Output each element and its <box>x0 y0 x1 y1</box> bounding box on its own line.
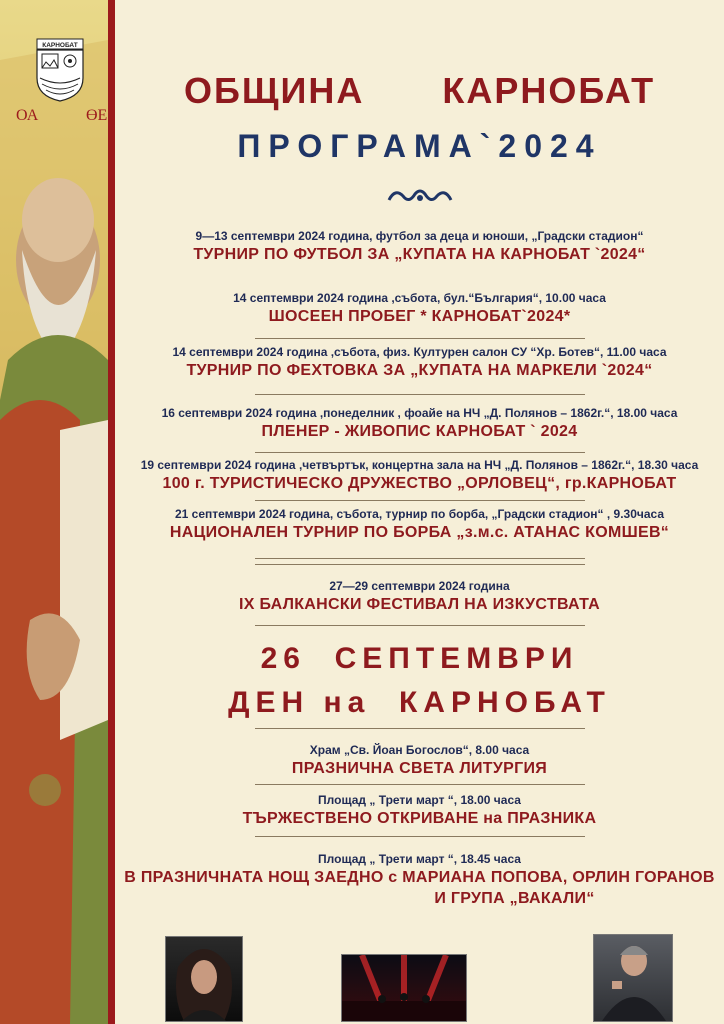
municipality-title: ОБЩИНА КАРНОБАТ <box>183 70 656 111</box>
divider <box>255 564 585 565</box>
event-name-continued: И ГРУПА „ВАКАЛИ“ <box>434 890 595 907</box>
svg-text:ӨЕ: ӨЕ <box>86 107 108 124</box>
event-meta: Площад „ Трети март “, 18.00 часа <box>318 793 521 807</box>
event-name: IX БАЛКАНСКИ ФЕСТИВАЛ НА ИЗКУСТВАТА <box>239 596 600 613</box>
event-meta: 14 септември 2024 година ,събота, бул.“България“, 10.00 часа <box>233 291 606 305</box>
event-balkan-festival <box>115 579 724 615</box>
day-title: ДЕН на КАРНОБАТ <box>228 686 611 719</box>
singer-photo <box>165 936 243 1022</box>
event-name: ШОСЕЕН ПРОБЕГ * КАРНОБАТ`2024* <box>268 308 571 325</box>
event-meta: Храм „Св. Йоан Богослов“, 8.00 часа <box>309 743 530 757</box>
event-tourist-society <box>115 458 724 494</box>
divider <box>255 836 585 837</box>
event-meta: Площад „ Трети март “, 18.45 часа <box>318 852 521 866</box>
event-meta: 19 септември 2024 година ,четвъртък, концертна зала на НЧ „Д. Полянов – 1862г.“, 18.30 часа <box>140 458 699 472</box>
divider <box>255 452 585 453</box>
event-meta: 9—13 септември 2024 година, футбол за деца и юноши, „Градски стадион“ <box>195 229 644 243</box>
event-meta: 14 септември 2024 година ,събота, физ. Културен салон СУ “Хр. Ботев“, 11.00 часа <box>172 345 667 359</box>
divider <box>255 500 585 501</box>
divider <box>255 394 585 395</box>
event-name: ТУРНИР ПО ФЕХТОВКА ЗА „КУПАТА НА МАРКЕЛИ `2024“ <box>186 362 653 379</box>
event-name: 100 г. ТУРИСТИЧЕСКО ДРУЖЕСТВО „ОРЛОВЕЦ“, гр.КАРНОБАТ <box>162 475 677 492</box>
event-meta: 27—29 септември 2024 година <box>329 579 510 593</box>
event-name: ТЪРЖЕСТВЕНО ОТКРИВАНЕ на ПРАЗНИКА <box>242 810 597 827</box>
event-meta: 16 септември 2024 година ,понеделник , фоайе на НЧ „Д. Полянов – 1862г.“, 18.00 часа <box>161 406 678 420</box>
event-night-concert <box>115 852 724 909</box>
event-meta: 21 септември 2024 година, събота, турнир по борба, „Градски стадион“ , 9.30часа <box>174 507 665 521</box>
band-stage-photo <box>341 954 467 1022</box>
event-football <box>115 229 724 265</box>
divider <box>255 784 585 785</box>
event-name: ТУРНИР ПО ФУТБОЛ ЗА „КУПАТА НА КАРНОБАТ `2024“ <box>193 246 646 263</box>
saint-icon-painting <box>0 0 108 1024</box>
divider <box>255 338 585 339</box>
red-border-rule <box>108 0 115 1024</box>
divider <box>255 728 585 729</box>
day-date: 26 СЕПТЕМВРИ <box>260 642 579 675</box>
event-name: В ПРАЗНИЧНАТА НОЩ ЗАЕДНО с МАРИАНА ПОПОВА, ОРЛИН ГОРАНОВ <box>124 869 715 886</box>
svg-text:КАРНОБАТ: КАРНОБАТ <box>42 42 78 49</box>
event-opening <box>115 793 724 829</box>
poster-content <box>115 0 724 1024</box>
event-wrestling <box>115 507 724 543</box>
program-title: ПРОГРАМА`2024 <box>237 128 602 164</box>
ornament-flourish-icon <box>115 186 724 213</box>
municipality-crest-icon <box>36 38 84 102</box>
divider <box>255 558 585 559</box>
event-plein-air <box>115 406 724 442</box>
singer-photo <box>593 934 673 1022</box>
event-name: НАЦИОНАЛЕН ТУРНИР ПО БОРБА „з.м.с. АТАНАС КОМШЕВ“ <box>169 524 670 541</box>
saint-figure-icon <box>0 0 108 1024</box>
event-name: ПРАЗНИЧНА СВЕТА ЛИТУРГИЯ <box>291 760 548 777</box>
event-fencing <box>115 345 724 381</box>
divider <box>255 625 585 626</box>
event-liturgy <box>115 743 724 779</box>
svg-text:ОА: ОА <box>16 107 39 124</box>
event-road-race <box>115 291 724 327</box>
event-name: ПЛЕНЕР - ЖИВОПИС КАРНОБАТ ` 2024 <box>261 423 578 440</box>
